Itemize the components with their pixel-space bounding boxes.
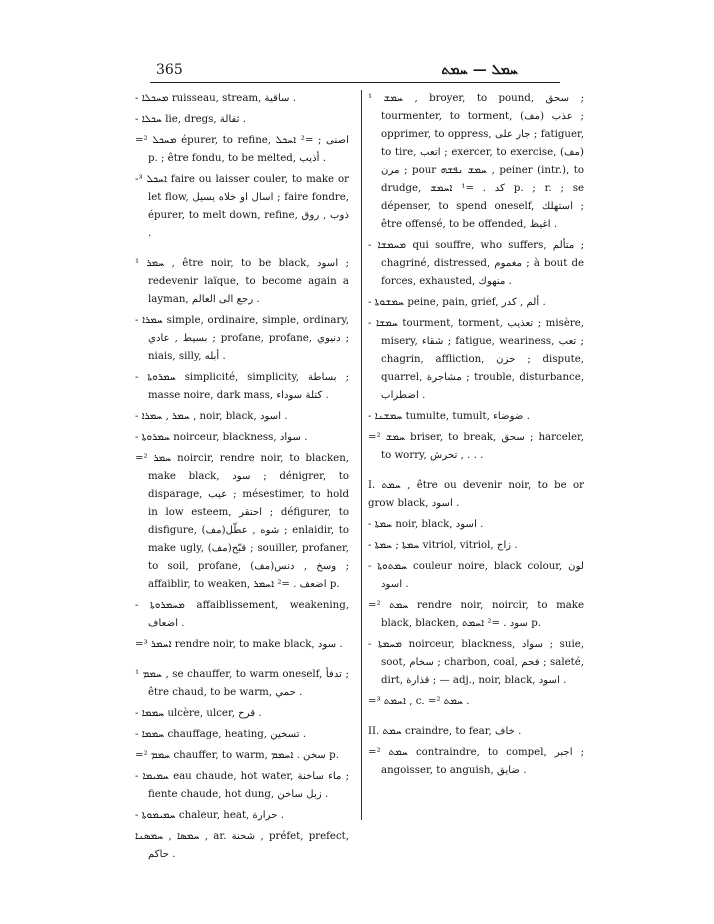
dictionary-entry: I. ܚܡܬ , être ou devenir noir, to be or grow black, اسود . (368, 480, 584, 509)
dictionary-entry: - ܡܚܡܪܘܬܐ affaiblissement, weakening, اضعاف . (135, 600, 349, 629)
header-rule (150, 82, 560, 83)
dictionary-entry: - ܡܚܟܠܐ ruisseau, stream, ساقية . (135, 93, 297, 104)
dictionary-entry: - ܚܡܪ , ܚܡܪܐ , noir, black, اسود . (135, 411, 288, 422)
dictionary-entry: ¹ ܚܡܪ , être noir, to be black, اسود ; redevenir laïque, to become again a layman, رجع الى العالم . (135, 258, 349, 305)
dictionary-entry: =² ܚܡܪ noircir, rendre noir, to blacken, make black, سود ; dénigrer, to disparage, عيب ; mésestimer, to hold in low esteem, احتقر ; défigurer, to disfigure, شوه , عطّل(مف) ; enlaidir, to make ugly, (مف)قبّح ; souiller, profaner, to soil, profane, (مف)وسخ , دنس ; affaiblir, to weaken, اضعف . =² ܐܚܡܪ p. (135, 453, 350, 590)
dictionary-entry: =² ܚܡܫ briser, to break, سحق ; harceler, to worry, تحرش , . . . (368, 432, 585, 461)
dictionary-entry: ܚܡܣܐ , ܚܡܣܢܐ , ar. شحنة , préfet, prefect, حاكم . (135, 831, 349, 860)
dictionary-entry: - ܡܚܡܬܐ noirceur, blackness, سواد ; suie, soot, سخام ; charbon, coal, فحم ; saleté, dirt, قذارة ; — adj., noir, black, اسود . (368, 639, 584, 686)
right-column (368, 90, 584, 830)
dictionary-entry: II. ܚܡܬ craindre, to fear, خاف . (368, 726, 522, 737)
dictionary-entry: - ܡܚܡܫܐ qui souffre, who suffers, متألم ; chagriné, distressed, مغموم ; à bout de forces, exhausted, منهوك . (368, 240, 585, 287)
dictionary-entry: - ܚܡܬܘܬܐ couleur noire, black colour, لون اسود . (368, 561, 584, 590)
dictionary-entry: - ܚܡܬܐ ; ܚܡܬܐ vitriol, vitriol, زاج . (368, 540, 518, 551)
dictionary-entry: ¹ ܚܡܡ , se chauffer, to warm oneself, تدفأ ; être chaud, to be warm, حمي . (135, 669, 349, 698)
dictionary-entry: - ܚܡܫܘܬܐ peine, pain, grief, ألم , كدر . (368, 297, 546, 308)
dictionary-entry: - ܚܡܝܡܐ eau chaude, hot water, ماء ساخنة ; fiente chaude, hot dung, زبل ساخن . (135, 771, 349, 800)
page-number: 365 (156, 62, 183, 78)
dictionary-entry: - ܚܟܠܐ lie, dregs, ثفالة . (135, 114, 247, 125)
column-divider (361, 90, 362, 820)
dictionary-entry: ¹ ܚܡܫ , broyer, to pound, سحق ; tourmenter, to torment, (مف) عذب ; opprimer, to oppress, جار على ; fatiguer, to tire, اتعب ; exercer, to exercise, (مف) مرن ; pour ܚܡܫ ܢܦܫܗ , peiner (intr.), to drudge, كد . =¹ ܐܚܡܫ p. ; r. ; se dépenser, to spend oneself, استهلك ; être offensé, to be offended, اغيظ . (368, 93, 585, 230)
dictionary-entry: - ܚܡܬܐ noir, black, اسود . (368, 519, 484, 530)
dictionary-entry: =² ܡܚܟܠ épurer, to refine, اصنى ; =² ܐܚܟܠ p. ; être fondu, to be melted, أذيب . (135, 135, 350, 164)
dictionary-entry: - ܚܡܪܐ simple, ordinaire, simple, ordinary, بسيط , عادي ; profane, profane, دنيوي ; niais, silly, أبله . (135, 315, 350, 362)
dictionary-entry: - ܚܡܪܘܬܐ simplicité, simplicity, بساطة ; masse noire, dark mass, كتلة سوداء . (135, 372, 350, 401)
dictionary-entry: - ܚܡܪܘܬܐ noirceur, blackness, سواد . (135, 432, 308, 443)
dictionary-entry: =² ܚܡܡ chauffer, to warm, سخن . ܐܚܡܡ p. (135, 750, 339, 761)
dictionary-entry: =³ ܐܚܡܪ rendre noir, to make black, سود . (135, 639, 343, 650)
running-head: ܚܡܠ — ܚܡܬ (441, 62, 518, 78)
dictionary-entry: - ܚܡܫܢܐ tumulte, tumult, ضوضاء . (368, 411, 531, 422)
dictionary-entry: =² ܚܡܬ contraindre, to compel, اجبر ; angoisser, to anguish, ضايق . (368, 747, 585, 776)
dictionary-entry: - ܚܡܫܐ tourment, torment, تعذيب ; misère, misery, شقاء ; fatigue, weariness, تعب ; chagrin, affliction, حزن ; dispute, quarrel, مشاجرة ; trouble, disturbance, اضطراب . (368, 318, 584, 401)
dictionary-entry: =² ܚܡܬ rendre noir, noircir, to make black, blacken, سود . =² ܐܚܡܬ p. (368, 600, 585, 629)
dictionary-entry: =³ ܐܚܡܬ , c. =² ܚܡܬ . (368, 696, 470, 707)
dictionary-entry: - ܚܡܡܐ chauffage, heating, تسخين . (135, 729, 307, 740)
dictionary-entry: -³ ܐܚܟܠ faire ou laisser couler, to make or let flow, اسال او خلاه يسيل ; faire fondre, épurer, to melt down, refine, ذوب , روق . (135, 174, 350, 239)
dictionary-entry: - ܚܡܝܡܘܬܐ chaleur, heat, حرارة . (135, 810, 285, 821)
left-column (135, 90, 350, 860)
dictionary-entry: - ܚܡܡܐ ulcère, ulcer, قرح . (135, 708, 262, 719)
